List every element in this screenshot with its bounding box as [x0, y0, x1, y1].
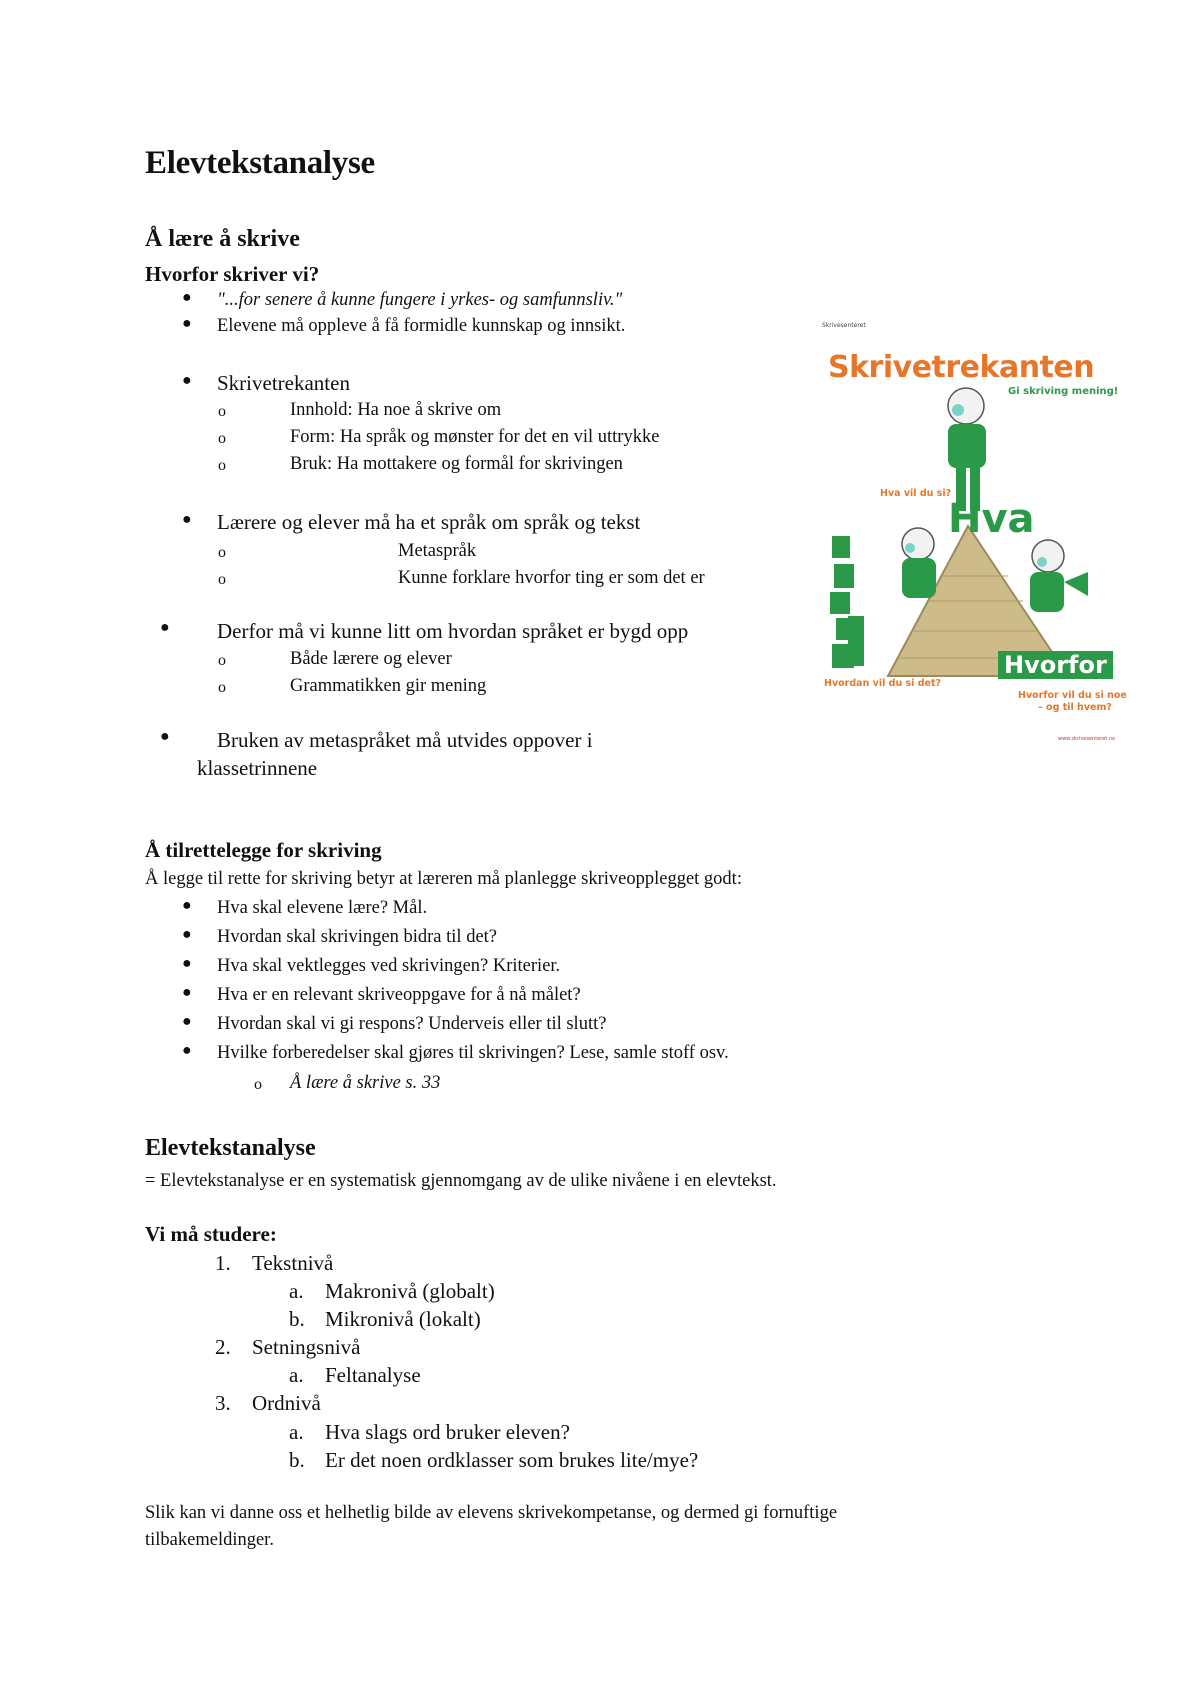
subheading-hvorfor-skriver-vi: Hvorfor skriver vi?	[145, 262, 320, 286]
section-heading-tilrettelegge: Å tilrettelegge for skriving	[145, 838, 382, 862]
list-sub-item: Grammatikken gir mening	[290, 676, 487, 696]
list-item: Elevene må oppleve å få formidle kunnskap og innsikt.	[217, 316, 626, 336]
section-heading-elevtekstanalyse: Elevtekstanalyse	[145, 1135, 316, 1161]
poster-logo: Skrivesenteret	[822, 322, 866, 329]
circle-bullet-icon: o	[218, 652, 226, 669]
list-number: 3.	[215, 1391, 231, 1415]
definition: = Elevtekstanalyse er en systematisk gjennomgang av de ulike nivåene i en elevtekst.	[145, 1171, 777, 1191]
bullet-icon: ●	[182, 897, 192, 914]
list-item: "...for senere å kunne fungere i yrkes- og samfunnsliv."	[217, 290, 623, 310]
list-letter: a.	[289, 1363, 304, 1387]
bullet-icon: ●	[182, 315, 192, 332]
list-letter: b.	[289, 1448, 305, 1472]
poster-word-hva: Hva	[948, 496, 1035, 542]
circle-bullet-icon: o	[254, 1076, 262, 1093]
list-item: Skrivetrekanten	[217, 371, 350, 395]
list-sub-item: Hva slags ord bruker eleven?	[325, 1420, 570, 1444]
list-sub-item: Innhold: Ha noe å skrive om	[290, 400, 502, 420]
list-item: Hva skal elevene lære? Mål.	[217, 898, 428, 918]
poster-question-hvordan: Hvordan vil du si det?	[824, 678, 942, 689]
list-sub-item: Er det noen ordklasser som brukes lite/mye?	[325, 1448, 699, 1472]
circle-bullet-icon: o	[218, 403, 226, 420]
poster-question-hva: Hva vil du si?	[880, 488, 952, 499]
circle-bullet-icon: o	[218, 544, 226, 561]
list-item-continuation: klassetrinnene	[197, 756, 318, 780]
list-sub-item: Både lærere og elever	[290, 649, 452, 669]
list-letter: b.	[289, 1307, 305, 1331]
bullet-icon: ●	[182, 289, 192, 306]
list-sub-item: Metaspråk	[398, 541, 477, 561]
list-letter: a.	[289, 1420, 304, 1444]
list-item: Hvilke forberedelser skal gjøres til skrivingen? Lese, samle stoff osv.	[217, 1043, 729, 1063]
bullet-icon: ●	[182, 926, 192, 943]
list-sub-item: Kunne forklare hvorfor ting er som det er	[398, 568, 705, 588]
bullet-icon: ●	[182, 1013, 192, 1030]
list-sub-item: Makronivå (globalt)	[325, 1279, 495, 1303]
book-reference: Å lære å skrive s. 33	[290, 1073, 441, 1093]
list-item: Hvordan skal vi gi respons? Underveis eller til slutt?	[217, 1014, 607, 1034]
poster-question-hvorfor-2: – og til hvem?	[1038, 702, 1112, 713]
page-title: Elevtekstanalyse	[145, 145, 375, 181]
circle-bullet-icon: o	[218, 457, 226, 474]
list-number: 2.	[215, 1335, 231, 1359]
poster-question-hvorfor: Hvorfor vil du si noe	[1018, 690, 1127, 701]
list-sub-item: Mikronivå (lokalt)	[325, 1307, 481, 1331]
list-item: Hva skal vektlegges ved skrivingen? Kriterier.	[217, 956, 561, 976]
bullet-icon: ●	[160, 619, 170, 636]
poster-footer: www.skrivesenteret.no	[1058, 736, 1116, 742]
list-number: 1.	[215, 1251, 231, 1275]
bullet-icon: ●	[182, 511, 192, 528]
conclusion-line-2: tilbakemeldinger.	[145, 1530, 274, 1550]
list-item: Setningsnivå	[252, 1335, 361, 1359]
list-item: Ordnivå	[252, 1391, 321, 1415]
bullet-icon: ●	[182, 955, 192, 972]
poster-word-hvorfor: Hvorfor	[998, 651, 1113, 679]
poster-title: Skrivetrekanten	[828, 350, 1095, 385]
circle-bullet-icon: o	[218, 430, 226, 447]
skrivetrekanten-poster	[818, 286, 1128, 756]
poster-subtitle: Gi skriving mening!	[1008, 386, 1119, 397]
list-item: Bruken av metaspråket må utvides oppover i	[217, 728, 593, 752]
bullet-icon: ●	[182, 372, 192, 389]
bullet-icon: ●	[182, 984, 192, 1001]
bullet-icon: ●	[160, 728, 170, 745]
subheading-vi-maa-studere: Vi må studere:	[145, 1222, 277, 1246]
list-sub-item: Bruk: Ha mottakere og formål for skrivingen	[290, 454, 623, 474]
section-heading-laere-aa-skrive: Å lære å skrive	[145, 226, 300, 252]
bullet-icon: ●	[182, 1042, 192, 1059]
circle-bullet-icon: o	[218, 679, 226, 696]
list-sub-item: Form: Ha språk og mønster for det en vil uttrykke	[290, 427, 660, 447]
list-item: Hvordan skal skrivingen bidra til det?	[217, 927, 498, 947]
list-item: Derfor må vi kunne litt om hvordan språket er bygd opp	[217, 619, 689, 643]
list-letter: a.	[289, 1279, 304, 1303]
list-item: Hva er en relevant skriveoppgave for å nå målet?	[217, 985, 581, 1005]
section-intro: Å legge til rette for skriving betyr at læreren må planlegge skriveopplegget godt:	[145, 869, 742, 889]
list-item: Tekstnivå	[252, 1251, 334, 1275]
list-item: Lærere og elever må ha et språk om språk og tekst	[217, 510, 641, 534]
conclusion-line-1: Slik kan vi danne oss et helhetlig bilde av elevens skrivekompetanse, og dermed gi fornuftige	[145, 1503, 838, 1523]
list-sub-item: Feltanalyse	[325, 1363, 421, 1387]
circle-bullet-icon: o	[218, 571, 226, 588]
